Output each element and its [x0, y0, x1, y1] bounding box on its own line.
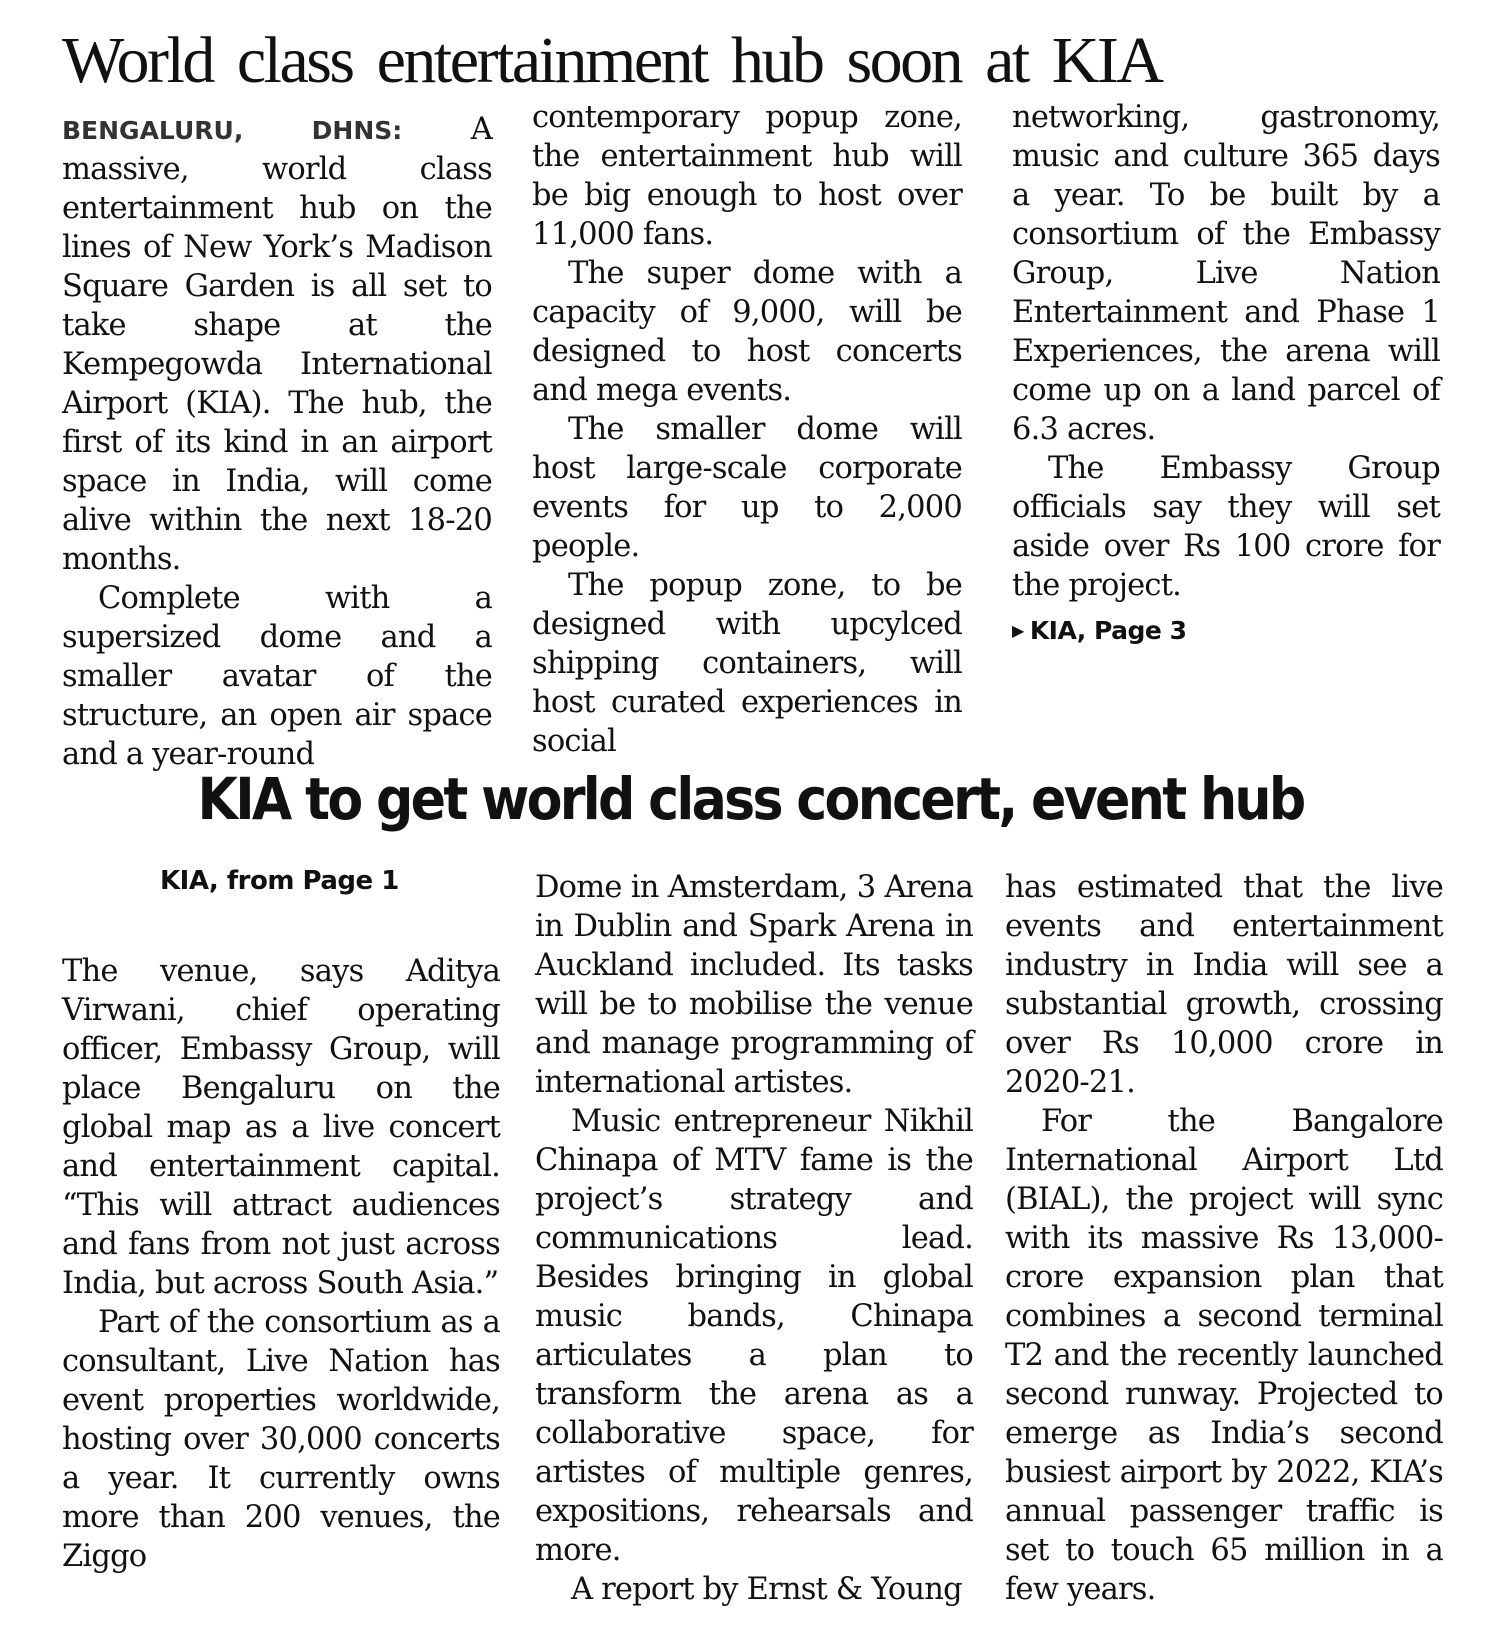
- continued-from-page-label: KIA, from Page 1: [160, 866, 399, 896]
- article2-paragraph: has estimated that the live events and entertainment industry in India will see a substantial growth, crossing over Rs 10,000 crore in 2020-21.: [1005, 870, 1443, 1100]
- triangle-right-icon: ▶: [1012, 621, 1024, 640]
- article2-column-1: [62, 952, 500, 1576]
- article2-column-2: [535, 868, 973, 1609]
- article1-paragraph: The super dome with a capacity of 9,000, will be designed to host concerts and mega events.: [532, 256, 962, 408]
- article1-paragraph: Complete with a supersized dome and a smaller avatar of the structure, an open air space and a year-round: [62, 581, 492, 772]
- article1-paragraph: [62, 110, 492, 579]
- article2-paragraph: Dome in Amsterdam, 3 Arena in Dublin and Spark Arena in Auckland included. Its tasks will be to mobilise the venue and manage programming of international artistes.: [535, 870, 973, 1100]
- article1-paragraph: The popup zone, to be designed with upcylced shipping containers, will host curated experiences in social: [532, 568, 962, 759]
- article2-paragraph: For the Bangalore International Airport Ltd (BIAL), the project will sync with its massive Rs 13,000-crore expansion plan that combines a second terminal T2 and the recently launched second runway. Projected to emerge as India’s second busiest airport by 2022, KIA’s annual passenger traffic is set to touch 65 million in a few years.: [1005, 1104, 1443, 1607]
- article1-paragraph-text: A massive, world class entertainment hub on the lines of New York’s Madison Square Garden is all set to take shape at the Kempegowda International Airport (KIA). The hub, the first of its kind in an airport space in India, will come alive within the next 18-20 months.: [62, 112, 492, 577]
- article2-paragraph: A report by Ernst & Young: [571, 1572, 962, 1607]
- article1-paragraph: networking, gastronomy, music and culture 365 days a year. To be built by a consortium of the Embassy Group, Live Nation Entertainment and Phase 1 Experiences, the arena will come up on a land parcel of 6.3 acres.: [1012, 100, 1440, 447]
- article-entertainment-hub: [0, 0, 1501, 772]
- continued-on-page-label: KIA, Page 3: [1029, 616, 1187, 645]
- article2-paragraph: Music entrepreneur Nikhil Chinapa of MTV fame is the project’s strategy and communications lead. Besides bringing in global music bands, Chinapa articulates a plan to transform the arena as a collaborative space, for artistes of multiple genres, expositions, rehearsals and more.: [535, 1104, 973, 1568]
- article1-paragraph: The Embassy Group officials say they will set aside over Rs 100 crore for the project.: [1012, 451, 1440, 603]
- headline-concert-event-hub: KIA to get world class concert, event hub: [197, 765, 1304, 833]
- dateline: BENGALURU, DHNS:: [62, 116, 403, 145]
- article1-column-1: [62, 110, 492, 774]
- continued-on-page-link[interactable]: [1012, 611, 1440, 650]
- article2-column-3: [1005, 868, 1443, 1609]
- article2-paragraph: The venue, says Aditya Virwani, chief operating officer, Embassy Group, will place Bengaluru on the global map as a live concert and entertainment capital. “This will attract audiences and fans from not just across India, but across South Asia.”: [62, 954, 500, 1301]
- article1-column-2: [532, 98, 962, 761]
- article2-paragraph: Part of the consortium as a consultant, Live Nation has event properties worldwide, hosting over 30,000 concerts a year. It currently owns more than 200 venues, the Ziggo: [62, 1305, 500, 1574]
- headline-world-class-hub: World class entertainment hub soon at KIA: [62, 24, 1162, 97]
- article-concert-hub: [0, 740, 1501, 1629]
- article1-paragraph: contemporary popup zone, the entertainment hub will be big enough to host over 11,000 fans.: [532, 100, 962, 252]
- article1-column-3: [1012, 98, 1440, 650]
- article1-paragraph: The smaller dome will host large-scale corporate events for up to 2,000 people.: [532, 412, 962, 564]
